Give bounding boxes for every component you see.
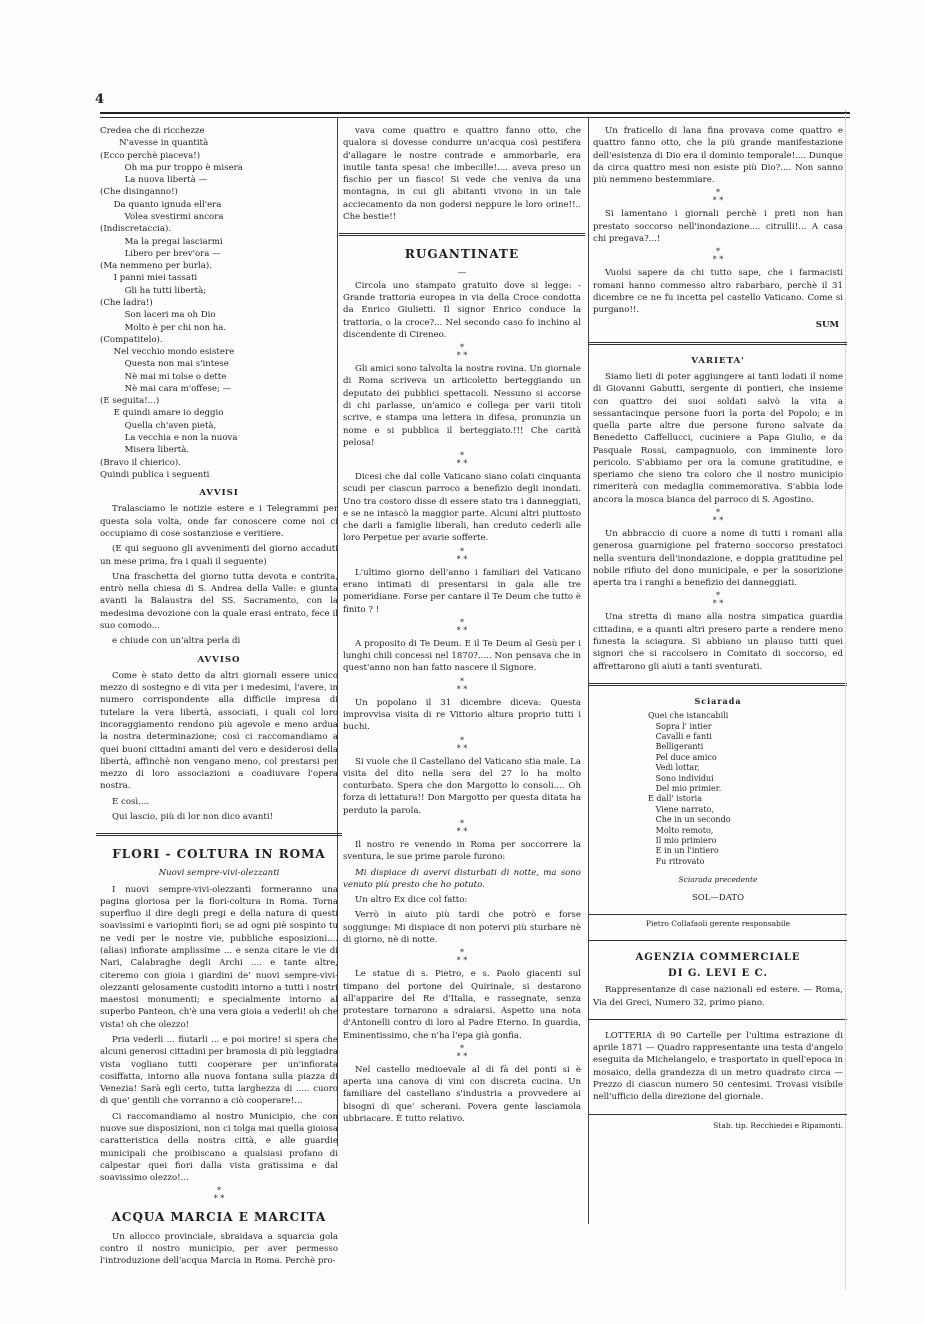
avviso-paragraph: Come è stato detto da altri giornali essere unico mezzo di sostegno e di vita per i medesimi, l'avere, in numero corrispondente alla difficile impresa di tutelare la vera libertà, associati, i quali col loro incoraggiamento rendono più agevole e meno ardua la nostra determinazione; così ci raccomandiamo a quei buoni cittadini amanti del vero e desiderosi della libertà, affinchè non vengano meno, col prestarsi per mezzo di loro associazioni a coadiuvare l'opera nostra. <box>100 670 338 792</box>
sciarada-line: Del mio primier. <box>648 784 722 794</box>
poem-line: Da quanto ignuda ell'era <box>100 199 222 210</box>
poem-line: Nè mai mi tolse o dette <box>100 371 227 382</box>
flori-paragraph: Ci raccomandiamo al nostro Municipio, che con nuove sue disposizioni, non ci tolga mai quella gioiosa caratteristica della nostra città, e alle guardie municipali che proibiscano a qualsiasi profano di calpestar quei fiori dalla vista gratissima e dal soavissimo olezzo!... <box>100 1111 338 1184</box>
varieta-body <box>593 371 843 673</box>
section-rule <box>589 1114 847 1115</box>
rugantinate-paragraph: Le statue di s. Pietro, e s. Paolo giacenti sul timpano del portone del Quirinale, si destarono all'apparire del Re d'Italia, e rassegnate, senza protestare tornarono a sdraiarsi. Aspetto una nota d'Antonelli contro di loro al Padre Eterno. In guardia, Eminentissimo, che n'ha l'epa già gonfia. <box>343 969 581 1041</box>
rugantinate-paragraph: Gli amici sono talvolta la nostra rovina. Un giornale di Roma scriveva un articoletto berteggiando un deputato dei pubblici spettacoli. Nessuno si accorse di chi parlasse, un'amico e collega per varii titoli scrive, e stampa una lettera in difesa, pronunzia un nome e si pubblica il berteggiato.!!! Che carità pelosa! <box>343 364 581 448</box>
asterism: * * * <box>456 735 468 753</box>
poem <box>100 125 338 481</box>
section-rule <box>589 940 847 941</box>
poem-line: Quindi publica i seguenti <box>100 469 210 480</box>
flori-paragraph: Pria vederli ... fiutarli ... e poi morire! si spera che alcuni generosi cittadini per bramosia di più leggiadra vista vogliano tutti cooperare per un'infiorata cosiffatta, intorno alla nuova fontana sulla piazza di Venezia! Sarà egli certo, tutta larghezza di ..... cuoro di que' gentili che vorranno a ciò cooperare!... <box>100 1035 338 1107</box>
rugantinate-paragraph: Si vuole che il Castellano del Vaticano stia male. La visita del dito nella sera del 27 lo ha molto conturbato. Spera che don Margotto lo consoli.... Oh forza di lettatura!! Don Margotto per questa ditata ha perduto la parola. <box>343 756 581 816</box>
agenzia-paragraph: Rappresentanze di case nazionali ed estere. — Roma, Via dei Greci, Numero 32, primo piano. <box>593 985 843 1008</box>
asterism: * * * <box>456 948 468 966</box>
sciarada-previous-label: Sciarada precedente <box>678 875 758 885</box>
varieta-paragraph: Siamo lieti di poter aggiungere ai tanti lodati il nome di Giovanni Gabutti, sergente di pontieri, che insieme con quattro dei suoi soldati salvò la vita a sessantacinque persone fuori la porta del Popolo; e in quella parte altre due persone furono salvate da Benedetto Caffellucci, cuciniere a Papa Giulio, e da Pasquale Rossi, campagnuolo, con imminente loro pericolo. S'abbiamo per ora la comune gratitudine, e speriamo che sieno tra coloro che il nostro municipio rimeriterà con medaglia commemorativa. S'abbia lode ancora la mosca bianca del parroco di S. Agostino. <box>593 371 843 505</box>
poem-line: Nè mai cara m'offese; — <box>100 383 232 394</box>
sciarada-line: Fu ritrovato <box>648 856 705 866</box>
asterism: * * * <box>712 508 724 526</box>
column-3-top-body <box>593 125 843 316</box>
section-rule <box>589 914 847 915</box>
header-rule <box>100 112 850 114</box>
section-rule <box>589 342 847 345</box>
poem-line: Son laceri ma oh Dio <box>100 310 216 321</box>
rugantinate-heading: RUGANTINATE <box>404 247 520 262</box>
acqua-paragraph: Un allocco provinciale, sbraidava a squarcia gola contro il nostro municipio, per aver permesso l'introduzione dell'acqua Marcia in Roma. Perchè pro- <box>100 1231 338 1267</box>
poem-line: (E seguita!...) <box>100 396 160 407</box>
poem-line: Molto è per chi non ha. <box>100 322 227 333</box>
sciarada-answer: SOL—DATO <box>691 892 745 903</box>
avvisi-body <box>100 503 338 647</box>
page-edge <box>845 110 848 1290</box>
poem-line: Credea che di ricchezze <box>100 126 205 136</box>
poem-line: Libero per brev'ora — <box>100 248 221 259</box>
asterism: * * * <box>456 617 468 635</box>
rugantinate-paragraph: Mi dispiace di avervi disturbati di notte, ma sono venuto più presto che ho potuto. <box>343 867 581 890</box>
asterism: * * * <box>712 247 724 265</box>
printer-line: Stab. tip. Recchiedei e Ripamonti. <box>713 1120 843 1130</box>
column-3-paragraph: Un fraticello di lana fina provava come quattro e quattro fanno otto, che la più grande manifestazione dell'esistenza di Dio era il dominio temporale!.... Dunque da circa quattro mesi non esiste più Dio?.... Non sanno più nemmeno bestemmiare. <box>593 126 843 186</box>
poem-line: (Che disinganno!) <box>100 187 178 198</box>
sciarada-line: Cavalli e fanti <box>648 732 712 742</box>
gerente-line: Pietro Collafaoli gerente responsabile <box>645 919 791 928</box>
rugantinate-paragraph: Un altro Ex dice col fatto: <box>355 895 468 906</box>
sciarada-line: Il mio primiero <box>648 835 717 845</box>
sciarada-line: Viene narrato, <box>648 804 714 814</box>
acqua-heading: ACQUA MARCIA E MARCITA <box>111 1210 327 1225</box>
sciarada-line: Molto remoto, <box>648 825 714 835</box>
varieta-paragraph: Una stretta di mano alla nostra simpatica guardia cittadina, e a quanti altri presero parte a rendere meno funesta la sciagura. Si abbiano un plauso tutti quei signori che si raccolsero in Comitato di soccorso, ed affrettarono gli aiuti a tanti sventurati. <box>593 612 843 672</box>
signature: SUM <box>815 320 839 331</box>
poem-line: Questa non mai s'intese <box>100 359 229 370</box>
avvisi-paragraph: Tralasciamo le notizie estere e i Telegrammi per questa sola volta, onde far conoscere come noi ci occupiamo di cose sostanziose e veritiere. <box>100 504 338 539</box>
sciarada-line: Belligeranti <box>648 742 704 752</box>
asterism: * * * <box>456 676 468 694</box>
poem-line: Volea svestirmi ancora <box>100 211 224 222</box>
column-3-paragraph: Si lamentano i giornali perchè i preti non han prestato soccorso nell'inondazione.... citrulli!... A casa chi pregava?...! <box>593 209 843 244</box>
column-3 <box>593 125 843 1131</box>
section-rule <box>589 1019 847 1020</box>
poem-line: (Ecco perchè piaceva!) <box>100 150 201 161</box>
avviso-heading: AVVISO <box>197 654 241 665</box>
asterism: * * * <box>213 1186 225 1204</box>
avvisi-paragraph: (E qui seguono gli avvenimenti del giorno accaduti un mese prima, fra i quali il seguente) <box>100 544 338 567</box>
rugantinate-paragraph: Il nostro re venendo in Roma per soccorrere la sventura, le sue prime parole furono: <box>343 839 581 863</box>
poem-line: I panni miei tassati <box>100 273 198 284</box>
page-number: 4 <box>95 92 105 107</box>
header-rule-thin <box>100 117 850 118</box>
asterism: * * * <box>456 818 468 836</box>
varieta-paragraph: Un abbraccio di cuore a nome di tutti i romani alla generosa guarnigione pel fraterno soccorso prestatoci nella sventura dell'inondazione, e doppia gratitudine pel nobile rifiuto del dono municipale, e per la sosorizione aperta tra i ranghi a benefizio dei danneggiati. <box>593 529 843 589</box>
poem-line: E quindi amare io deggio <box>100 408 224 419</box>
column-2-top-paragraph: vava come quattro e quattro fanno otto, che qualora si dovesse condurre un'acqua così pestifera d'allagare le nostre contrade e ammorbarle, era inutile tanta spesa! che imbecille!.... aveva preso un fischio per un fiasco! Si vede che veniva da una montagna, in cui gli abitanti vivono in un tale acciecamento da non godersi neppure le loro orine!!.. Che bestie!! <box>343 126 581 222</box>
rugantinate-paragraph: Un popolano il 31 dicembre diceva: Questa improvvisa visita di re Vittorio altura proprio tutti i buchi. <box>343 697 581 733</box>
avvisi-heading: AVVISI <box>199 488 239 499</box>
section-rule <box>96 833 342 836</box>
asterism: * * * <box>712 591 724 609</box>
poem-line: (Indiscretaccia). <box>100 224 172 235</box>
poem-line: (Ma nemmeno per burla). <box>100 261 212 272</box>
flori-paragraph: I nuovi sempre-vivi-olezzanti formeranno una pagina gloriosa per la flori-coltura in Roma. Torna superfluo il dire degli pregi e della natura di questi soavissimi e variopinti fiori; se ad ogni piè sospinto tu ne vedi per le nostre vie, pubbliche esposizioni.... (alias) infiorate amplissime ... e senza citare le vie di Nari, Calabraghe degli Archi .... e tante altre, citeremo con gioia i giardini de' nuovi sempre-vivi-olezzanti gelosamente custoditi intorno a tutti i nostri maestosi monumenti; e specialmente intorno al superbo Panteon, ch'è una vera gioia a vederli! oh che vista! oh che olezzo! <box>100 884 338 1030</box>
poem-line: Ma la pregai lasciarmi <box>100 236 223 247</box>
sciarada-line: Che in un secondo <box>648 815 731 825</box>
poem-line: (Che ladra!) <box>100 297 153 308</box>
column-1 <box>100 125 338 1270</box>
column-3-paragraph: Vuolsi sapere da chi tutto sape, che i farmacisti romani hanno commesso altro rabarbaro, perchè il 31 dicembre ce ne fu incetta pel castello Vaticano. Come si purgano!!. <box>593 268 843 316</box>
avvisi-paragraph: Una fraschetta del giorno tutta devota e contrita, entrò nella chiesa di S. Andrea della Valle: e giunta avanti la Balaustra del SS. Sacramento, con la medesima devozione con la quale erasi entrato, fece il suo comodo... <box>100 571 338 631</box>
asterism: * * * <box>456 343 468 361</box>
column-2 <box>343 125 581 1128</box>
avvisi-paragraph: e chiude con un'altra perla di <box>112 636 241 647</box>
poem-line: La nuova libertà — <box>100 175 208 186</box>
flori-body <box>100 884 338 1185</box>
sciarada-line: Pel duce amico <box>648 752 717 762</box>
flori-heading: FLORI - COLTURA IN ROMA <box>112 847 326 862</box>
sciarada-heading: Sciarada <box>694 695 742 706</box>
sciarada-line: Vedi lottar, <box>648 763 700 773</box>
rugantinate-paragraph: Verrò in aiuto più tardi che potrò e forse soggiunge: Mi dispiace di non potervi più sturbare nè di giorno, nè di notte. <box>343 910 581 945</box>
heading-dash: — <box>457 268 467 279</box>
sciarada-verses <box>648 711 843 867</box>
rugantinate-paragraph: Nel castello medioevale al di fà dei ponti si è aperta una canova di vini con discreta cucina. Un familiare del castellano s'industria a provvedere ai bisogni di que' scherani. Povera gente lasciamola ubbriacare. È tutto relativo. <box>343 1064 581 1125</box>
asterism: * * * <box>456 546 468 564</box>
poem-line: Nel vecchio mondo esistere <box>100 347 235 358</box>
lotteria-paragraph: LOTTERIA di 90 Cartelle per l'ultima estrazione di aprile 1871 — Quadro rappresentante una testa d'angelo eseguita da Michelangelo, e trasportato in quell'epoca in mosaico, della grandezza di un metro quadrato circa — Prezzo di ciascun numero 50 centesimi. Trovasi visibile nell'ufficio della direzione del giornale. <box>593 1030 843 1103</box>
section-rule <box>589 683 847 686</box>
avviso-body <box>100 670 338 823</box>
poem-line: Misera libertà. <box>100 445 190 456</box>
poem-line: La vecchia e non la nuova <box>100 433 238 444</box>
section-rule <box>339 233 585 236</box>
sciarada-line: Sopra l' intier <box>648 721 712 731</box>
rugantinate-body <box>343 280 581 1126</box>
sciarada-line: Quei che istancabili <box>648 711 729 721</box>
agenzia-heading-1: AGENZIA COMMERCIALE <box>635 951 801 963</box>
poem-line: (Compatitelo). <box>100 334 163 345</box>
poem-line: N'avesse in quantità <box>100 138 209 149</box>
rugantinate-paragraph: A proposito di Te Deum. E il Te Deum al Gesù per i lunghi chili concessi nel 1870?..... Non pensava che in quest'anno non han fatto nascere il Signore. <box>343 638 581 674</box>
asterism: * * * <box>456 1043 468 1061</box>
sciarada-line: E dall' istoria <box>648 794 702 804</box>
sciarada-line: E in un l'intiero <box>648 846 719 856</box>
agenzia-heading-2: DI G. LEVI E C. <box>668 968 768 980</box>
poem-line: Oh ma pur troppo è misera <box>100 162 243 173</box>
avviso-paragraph: E così.... <box>112 796 150 807</box>
rugantinate-paragraph: L'ultimo giorno dell'anno i familiari del Vaticano erano intimati di presentarsi in gala alle tre pomeridiane. Forse per cantare il Te Deum che tutto è finito ? ! <box>343 567 581 615</box>
poem-line: Gli ha tutti libertà; <box>100 285 207 296</box>
sciarada-line: Sono individui <box>648 773 714 783</box>
asterism: * * * <box>456 451 468 469</box>
avviso-paragraph: Qui lascio, più di lor non dico avanti! <box>112 811 274 822</box>
column-divider-2 <box>588 117 589 1224</box>
rugantinate-paragraph: Circola uno stampato gratuito dove si legge: - Grande trattoria europea in via della Croce condotta da Enrico Giulietti. Il signor Enrico conduce la trattoria, o la croce?... Nel secondo caso fo inchino al discendente di Cireneo. <box>343 280 581 340</box>
poem-line: (Bravo il chierico). <box>100 457 181 468</box>
asterism: * * * <box>712 188 724 206</box>
flori-subheading: Nuovi sempre-vivi-olezzanti <box>158 868 280 879</box>
rugantinate-paragraph: Dicesi che dal colle Vaticano siano colati cinquanta scudi per ciascun parroco a benefizio degli inondati. Uno tra costoro disse di essere stato tra i danneggiati, e se ne intascò la maggior parte. Alcuni altri piuttosto che darli a famiglie liberali, han creduto cederli alle loro Perpetue per avarie sofferte. <box>343 472 581 544</box>
poem-line: Quella ch'aven pietà, <box>100 420 217 431</box>
varieta-heading: VARIETA' <box>691 355 745 366</box>
